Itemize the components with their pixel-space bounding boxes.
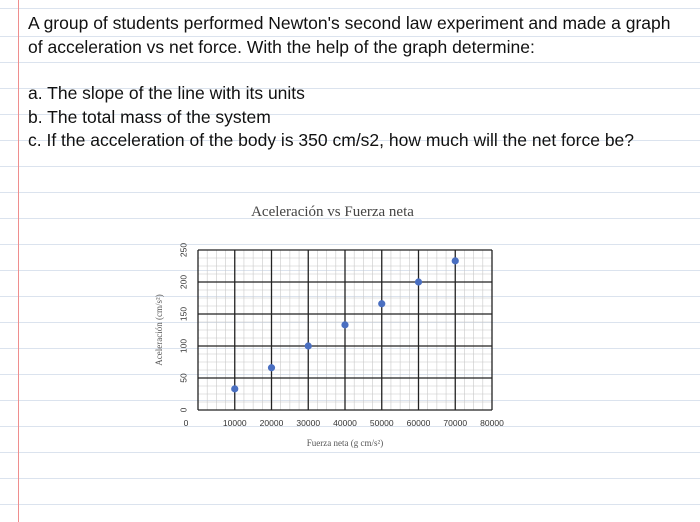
paragraph-gap	[28, 59, 688, 82]
y-tick-label: 150	[178, 306, 189, 322]
question-item-a: a. The slope of the line with its units	[28, 83, 305, 103]
question-intro: A group of students performed Newton's second law experiment and made a graph of acceleration vs net force. With the help of the graph determine:	[28, 13, 671, 57]
y-tick-label: 250	[178, 242, 189, 258]
y-tick-label: 100	[178, 338, 189, 354]
x-tick-label: 50000	[369, 418, 394, 428]
question-item-c: c. If the acceleration of the body is 350 cm/s2, how much will the net force be?	[28, 130, 635, 150]
y-tick-label: 200	[178, 274, 189, 290]
x-tick-label: 0	[183, 418, 189, 428]
x-tick-label: 30000	[296, 418, 321, 428]
question-text-block	[28, 12, 688, 153]
x-tick-label: 10000	[222, 418, 247, 428]
data-point	[305, 342, 312, 349]
x-axis-label: Fuerza neta (g cm/s²)	[306, 438, 384, 448]
acceleration-vs-force-chart	[150, 198, 530, 458]
data-point	[415, 278, 422, 285]
x-tick-label: 40000	[333, 418, 357, 428]
chart-plot-area	[150, 198, 530, 458]
question-item-b: b. The total mass of the system	[28, 106, 271, 127]
data-point	[231, 385, 238, 392]
y-axis-label: Aceleración (cm/s²)	[154, 294, 164, 366]
y-tick-label: 50	[178, 373, 189, 383]
data-point	[268, 364, 275, 371]
x-tick-label: 20000	[259, 418, 284, 428]
data-point	[341, 321, 348, 328]
chart-title: Aceleración vs Fuerza neta	[251, 204, 414, 220]
x-tick-label: 80000	[480, 418, 504, 428]
data-point	[452, 257, 459, 264]
paper-margin-line	[18, 0, 19, 522]
x-tick-label: 70000	[443, 418, 468, 428]
y-tick-label: 0	[178, 407, 189, 413]
x-tick-label: 60000	[406, 418, 431, 428]
data-point	[378, 300, 385, 307]
